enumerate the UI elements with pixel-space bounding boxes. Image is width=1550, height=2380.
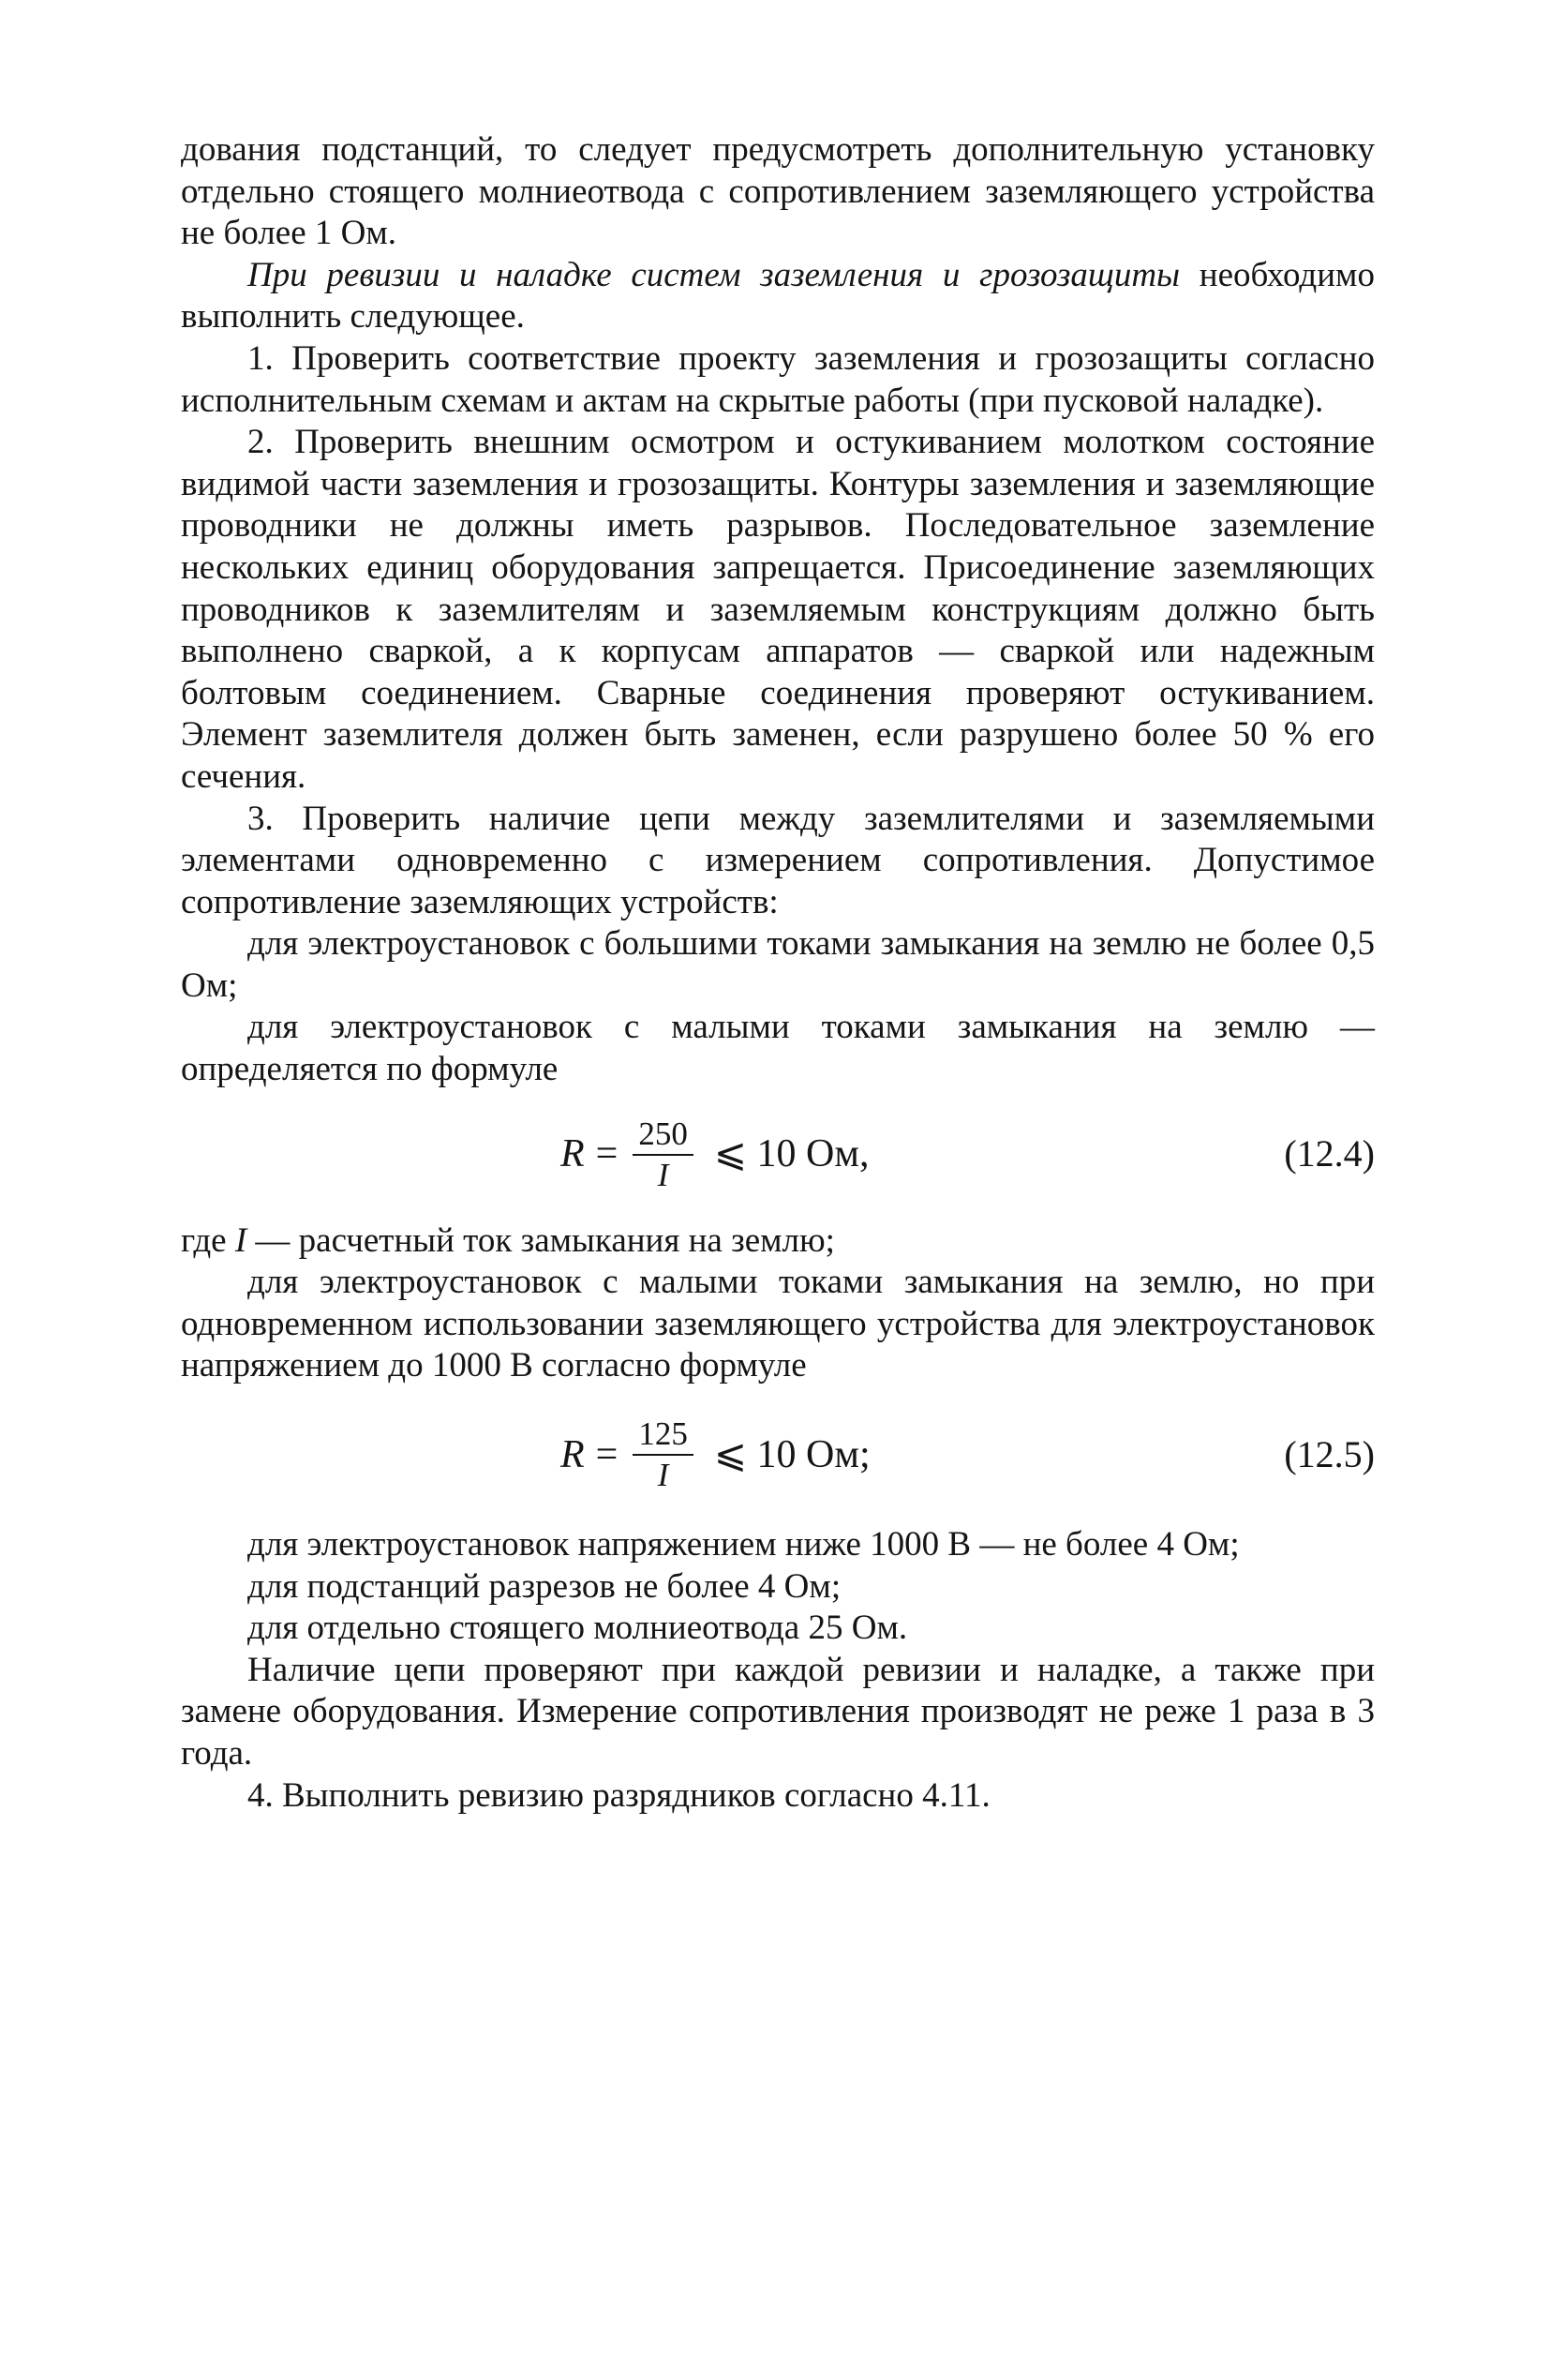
document-page [181,129,1375,1817]
formula-12-4 [181,1099,1375,1211]
italic-heading: При ревизии и наладке систем заземления и грозозащиты [247,255,1181,294]
formula-fraction [633,1116,693,1193]
formula-tail: ⩽ 10 Ом, [713,1132,870,1176]
paragraph-small-currents-1000v: для электроустановок с малыми токами замыкания на землю, но при одновременном использовании заземляющего устройства для электроустановок напряжением до 1000 В согласно формуле [181,1263,1375,1385]
paragraph-circuit-check: Наличие цепи проверяют при каждой ревизии и наладке, а также при замене оборудования. Измерение сопротивления производят не реже 1 раза в 3 года. [181,1650,1375,1773]
formula-lhs: R [560,1132,585,1176]
formula-equals: = [595,1132,619,1176]
formula-lhs: R [560,1432,585,1476]
where-rest: — расчетный ток замыкания на землю; [246,1220,835,1260]
paragraph-small-currents: для электроустановок с малыми токами замыкания на землю — определяется по формуле [181,1008,1375,1089]
paragraph-lightning-rod: для отдельно стоящего молниеотвода 25 Ом. [247,1609,908,1648]
formula-denominator: I [657,1156,669,1193]
list-item-3: 3. Проверить наличие цепи между заземлителями и заземляемыми элементами одновременно с измерением сопротивления. Допустимое сопротивление заземляющих устройств: [181,799,1375,921]
intro-rest: необходимо выполнить следующее. [181,255,1375,337]
paragraph-substations: для подстанций разрезов не более 4 Ом; [247,1566,842,1606]
formula-expression [560,1099,869,1211]
formula-expression [560,1399,871,1511]
paragraph-continuation: дования подстанций, то следует предусмотреть дополнительную установку отдельно стоящего молниеотвода с сопротивлением заземляющего устройства не более 1 Ом. [181,130,1375,253]
formula-tail: ⩽ 10 Ом; [713,1432,871,1476]
where-prefix: где [181,1220,235,1260]
list-item-4: 4. Выполнить ревизию разрядников согласно 4.11. [247,1775,991,1815]
paragraph-large-currents: для электроустановок с большими токами замыкания на землю не более 0,5 Ом; [181,924,1375,1005]
paragraph-below-1000v: для электроустановок напряжением ниже 1000 В — не более 4 Ом; [247,1525,1240,1564]
formula-fraction [633,1416,693,1493]
formula-number: (12.5) [1284,1432,1375,1475]
list-item-1: 1. Проверить соответствие проекту заземления и грозозащиты согласно исполнительным схемам и актам на скрытые работы (при пусковой наладке). [181,338,1375,420]
formula-denominator: I [657,1457,669,1494]
list-item-2: 2. Проверить внешним осмотром и остукиванием молотком состояние видимой части заземления и грозозащиты. Контуры заземления и заземляющие проводники не должны иметь разрывов. Последовательное заземление нескольких единиц оборудования запрещается. Присоединение заземляющих проводников к заземлителям и заземляемым конструкциям должно быть выполнено сваркой, а к корпусам аппаратов — сваркой или надежным болтовым соединением. Сварные соединения проверяют остукиванием. Элемент заземлителя должен быть заменен, если разрушено более 50 % его сечения. [181,423,1375,796]
paragraph-intro [181,255,1375,338]
paragraph-where [181,1220,1375,1263]
formula-equals: = [595,1432,619,1476]
where-variable: I [234,1220,247,1260]
formula-numerator: 125 [633,1416,693,1456]
formula-number: (12.4) [1284,1132,1375,1175]
formula-numerator: 250 [633,1116,693,1156]
formula-12-5 [181,1399,1375,1511]
